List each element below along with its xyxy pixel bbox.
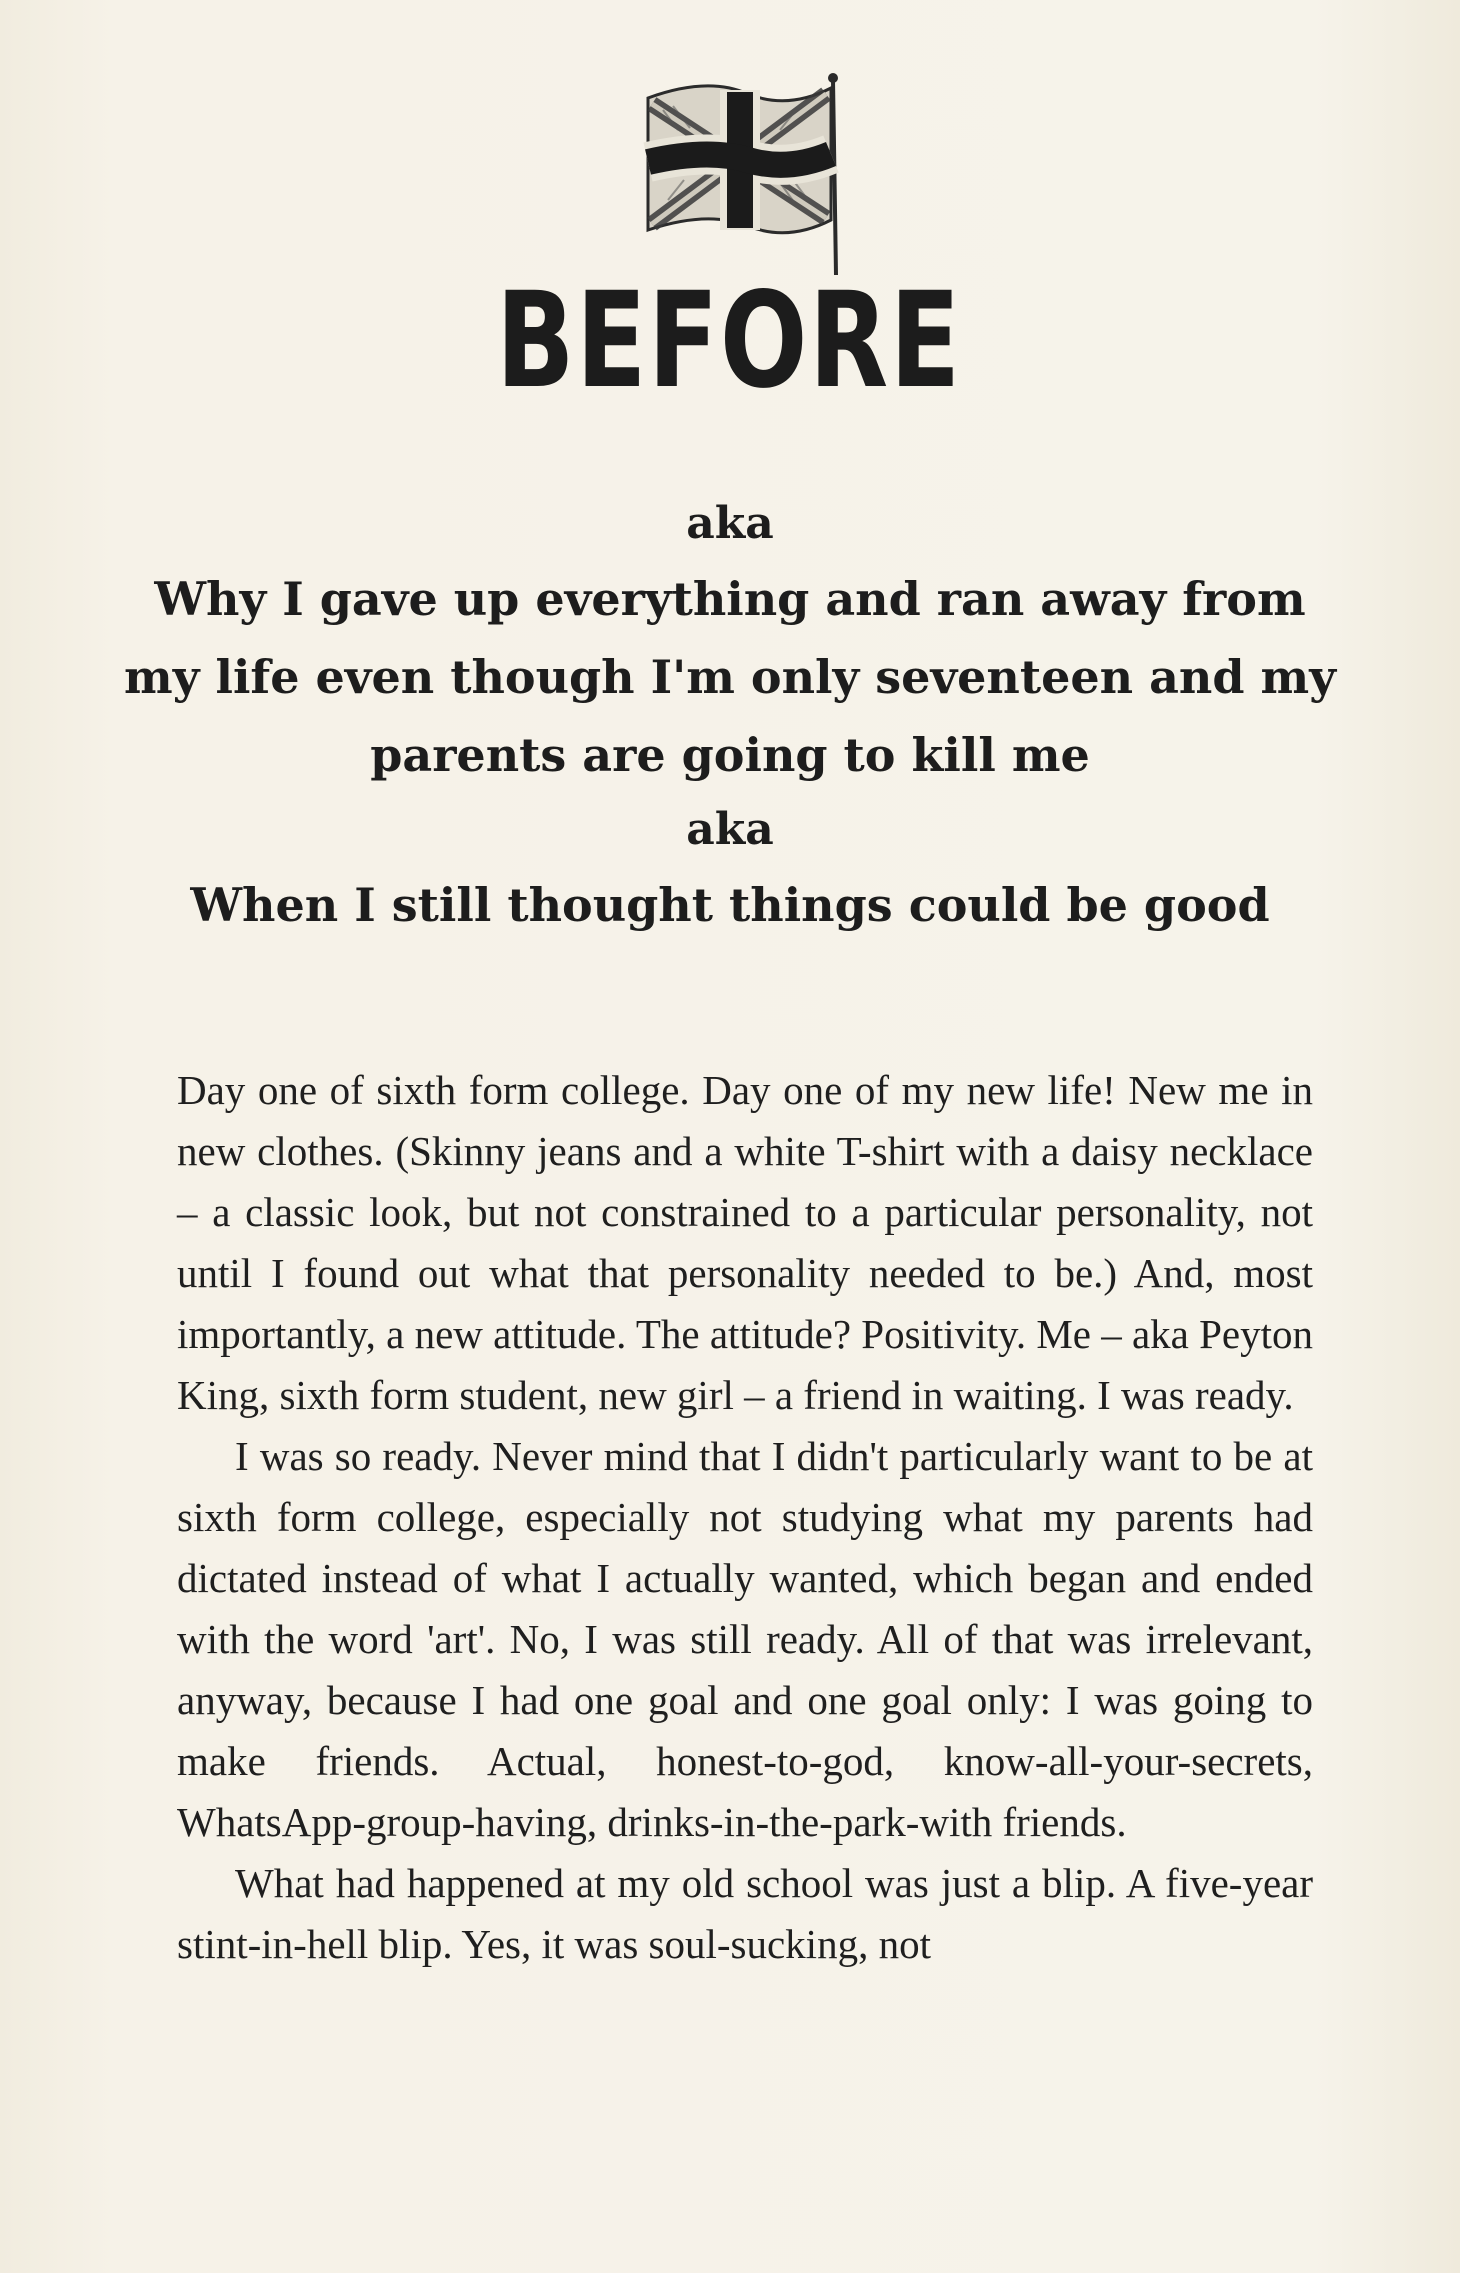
paragraph: I was so ready. Never mind that I didn't particularly want to be at sixth form college, especially not studying what my parents had dictated instead of what I actually wanted, which began and ended with the word 'art'. No, I was still ready. All of that was irrelevant, anyway, because I had one goal and one goal only: I was going to make friends. Actual, honest-to-god, know-all-your-secrets, WhatsApp-group-having, drinks-in-the-park-with friends.	[177, 1433, 1313, 1845]
union-jack-flag-icon	[618, 70, 858, 280]
chapter-title: BEFORE	[496, 264, 962, 418]
paragraph: What had happened at my old school was just a blip. A five-year stint-in-hell blip. Yes, it was soul-sucking, not	[177, 1860, 1313, 1967]
subtitle-line: Why I gave up everything and ran away from my life even though I'm only seventeen and my parents are going to kill me	[124, 572, 1336, 782]
chapter-subtitle	[120, 488, 1340, 944]
subtitle-line: When I still thought things could be good	[190, 878, 1270, 932]
aka-label: aka	[686, 804, 774, 855]
body-text	[177, 1060, 1313, 1975]
aka-label: aka	[686, 498, 774, 549]
paragraph: Day one of sixth form college. Day one of my new life! New me in new clothes. (Skinny jeans and a white T-shirt with a daisy necklace – a classic look, but not constrained to a particular personality, not until I found out what that personality needed to be.) And, most importantly, a new attitude. The attitude? Positivity. Me – aka Peyton King, sixth form student, new girl – a friend in waiting. I was ready.	[177, 1067, 1314, 1418]
